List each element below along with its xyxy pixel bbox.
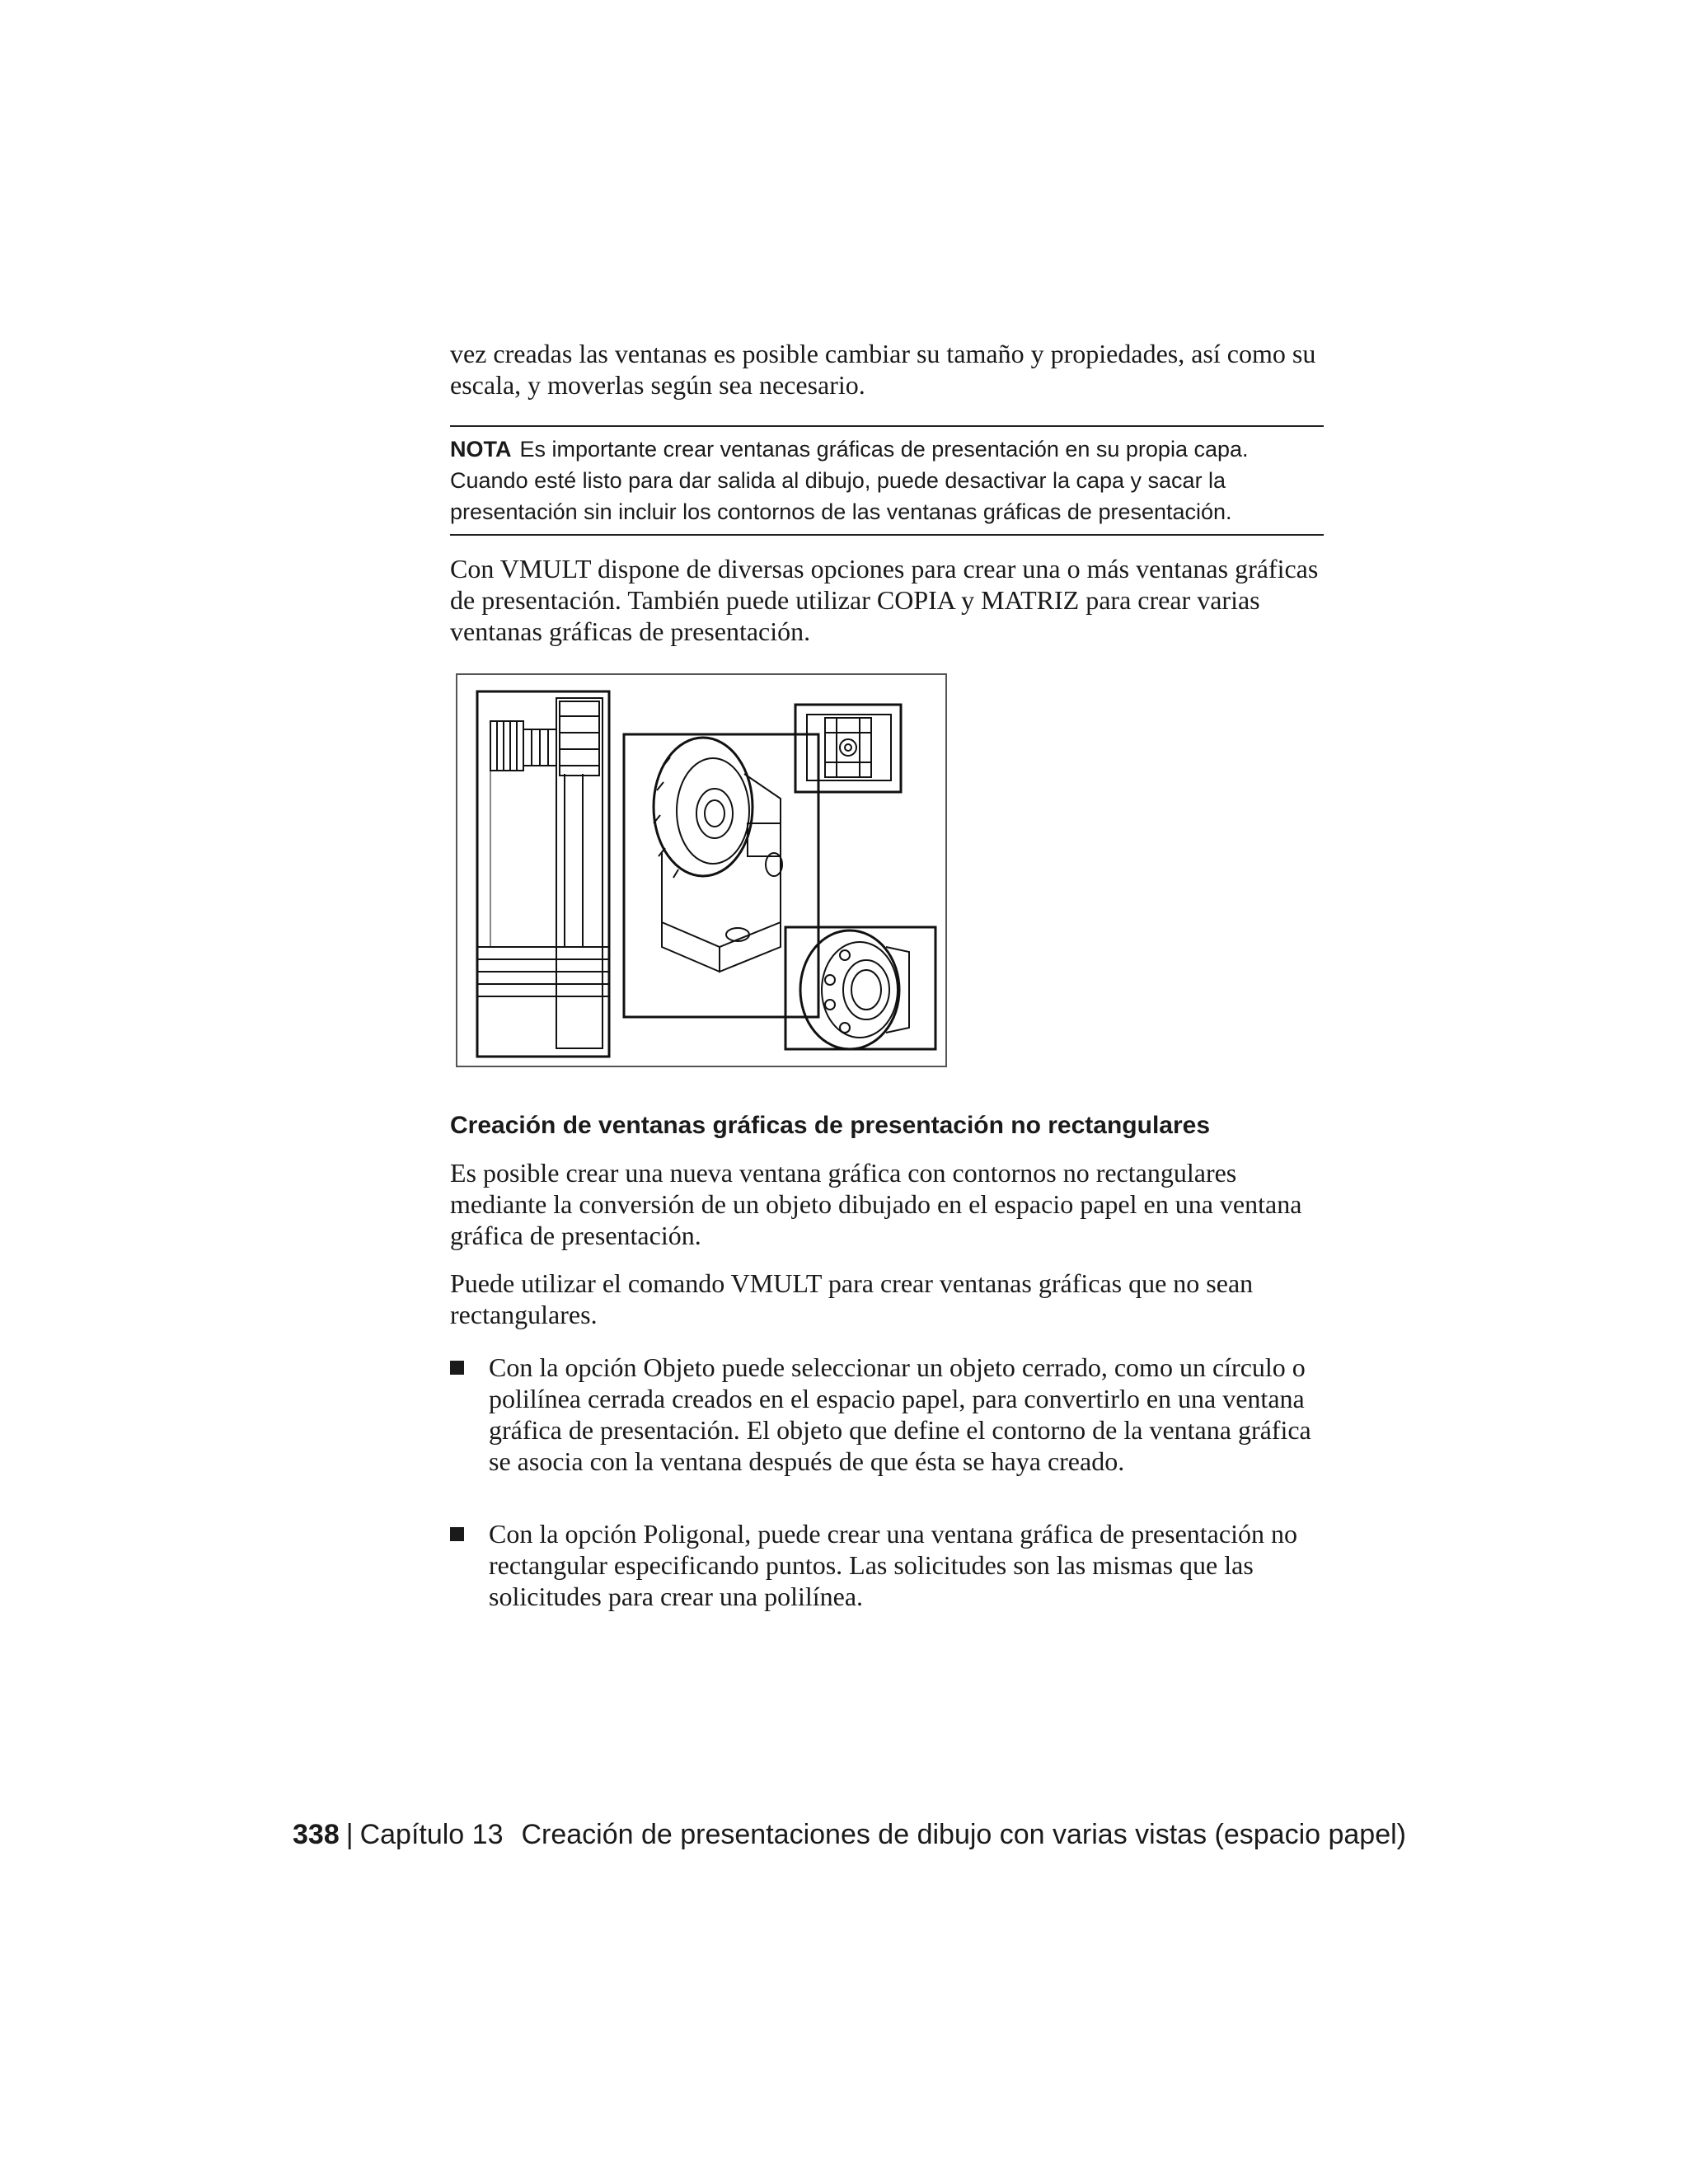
vmult-paragraph: Con VMULT dispone de diversas opciones para crear una o más ventanas gráficas de presentación. También puede utilizar COPIA y MATRIZ para crear varias ventanas gráficas de presentación. [450, 554, 1319, 646]
list-item [450, 1352, 1324, 1477]
viewport-top-view [795, 705, 901, 792]
list-item [450, 1518, 1324, 1612]
bullet-list-2 [450, 1518, 1324, 1612]
page-footer [293, 1818, 1406, 1851]
page-number: 338 [293, 1819, 340, 1850]
viewport-bearing-detail [785, 927, 935, 1049]
layout-viewports-figure [456, 673, 947, 1067]
bullet-text: Con la opción Objeto puede seleccionar un objeto cerrado, como un círculo o polilínea cerrada creados en el espacio papel, para convertirlo en una ventana gráfica de presentación. El objeto que define el contorno de la ventana gráfica se asocia con la ventana después de que ésta se haya creado. [489, 1352, 1311, 1476]
chapter-label: Capítulo 13 [359, 1819, 504, 1850]
bullet-text: Con la opción Poligonal, puede crear una ventana gráfica de presentación no rectangular especificando puntos. Las solicitudes son las mismas que las solicitudes para crear una polilínea. [489, 1519, 1297, 1611]
bullet-square-icon [450, 1361, 464, 1375]
bullet-square-icon [450, 1527, 464, 1541]
note-box [450, 425, 1324, 536]
bullet-list-1 [450, 1352, 1324, 1477]
chapter-title: Creación de presentaciones de dibujo con varias vistas (espacio papel) [521, 1819, 1406, 1850]
footer-separator: | [345, 1819, 354, 1850]
intro-paragraph: vez creadas las ventanas es posible cambiar su tamaño y propiedades, así como su escala, y moverlas según sea necesario. [450, 339, 1316, 400]
section-heading: Creación de ventanas gráficas de presentación no rectangulares [450, 1112, 1211, 1139]
viewport-side-view [477, 691, 609, 1057]
section-paragraph-2: Puede utilizar el comando VMULT para crear ventanas gráficas que no sean rectangulares. [450, 1268, 1254, 1329]
note-label: NOTA [450, 437, 512, 462]
section-paragraph-1: Es posible crear una nueva ventana gráfica con contornos no rectangulares mediante la conversión de un objeto dibujado en el espacio papel en una ventana gráfica de presentación. [450, 1158, 1302, 1250]
viewport-isometric-view [624, 734, 818, 1017]
note-text: Es importante crear ventanas gráficas de presentación en su propia capa. Cuando esté listo para dar salida al dibujo, puede desactivar la capa y sacar la presentación sin incluir los contornos de las ventanas gráficas de presentación. [450, 437, 1249, 524]
